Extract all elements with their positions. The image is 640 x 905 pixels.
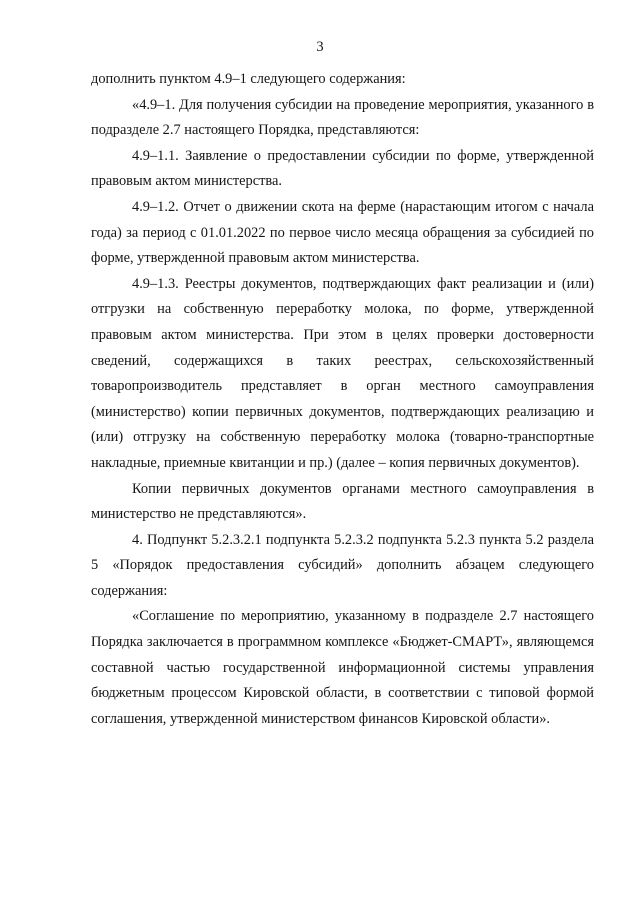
paragraph-copies-note: Копии первичных документов органами местного самоуправления в министерство не представляются». (91, 480, 594, 523)
paragraph-4-9-1-3: 4.9–1.3. Реестры документов, подтверждающих факт реализации и (или) отгрузки на собственную переработку молока, по форме, утвержденной правовым актом министерства. При этом в целях проверки достоверности сведений, содержащихся в таких реестрах, сельскохозяйственный товаропроизводитель представляет в орган местного самоуправления (министерство) копии первичных документов, подтверждающих реализацию и (или) отгрузку на собственную переработку молока (товарно-транспортные накладные, приемные квитанции и пр.) (далее – копия первичных документов). (91, 275, 594, 471)
paragraph-item-4: 4. Подпункт 5.2.3.2.1 подпункта 5.2.3.2 подпункта 5.2.3 пункта 5.2 раздела 5 «Порядок предоставления субсидий» дополнить абзацем следующего содержания: (91, 531, 594, 599)
paragraph-4-9-1-1: 4.9–1.1. Заявление о предоставлении субсидии по форме, утвержденной правовым актом министерства. (91, 147, 594, 190)
paragraph-agreement: «Соглашение по мероприятию, указанному в подразделе 2.7 настоящего Порядка заключается в программном комплексе «Бюджет-СМАРТ», являющемся составной частью государственной информационной системы управления бюджетным процессом Кировской области, в соответствии с типовой формой соглашения, утвержденной министерством финансов Кировской области». (91, 608, 594, 727)
page-number: 3 (316, 39, 324, 55)
paragraph-4-9-1: «4.9–1. Для получения субсидии на проведение мероприятия, указанного в подразделе 2.7 настоящего Порядка, представляются: (91, 96, 594, 139)
document-body (91, 67, 594, 732)
paragraph-intro: дополнить пунктом 4.9–1 следующего содержания: (91, 71, 406, 87)
paragraph-4-9-1-2: 4.9–1.2. Отчет о движении скота на ферме (нарастающим итогом с начала года) за период с 01.01.2022 по первое число месяца обращения за субсидией по форме, утвержденной правовым актом министерства. (91, 198, 594, 267)
